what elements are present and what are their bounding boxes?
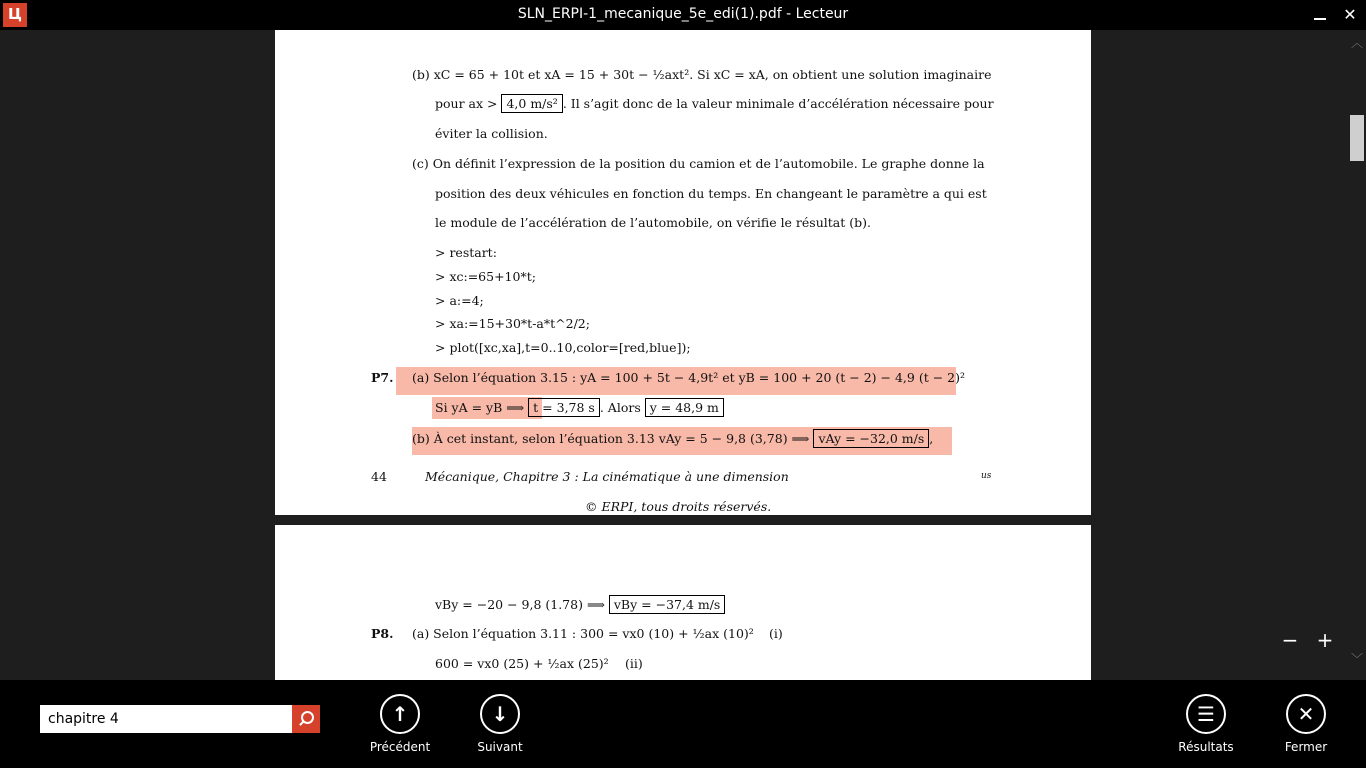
p8-a-line: (a) Selon l’équation 3.11 : 300 = vx0 (10) + ½ax (10)² bbox=[412, 626, 754, 641]
scroll-thumb[interactable] bbox=[1350, 115, 1364, 161]
previous-label: Précédent bbox=[369, 740, 431, 754]
zoom-in-button[interactable]: + bbox=[1316, 628, 1334, 652]
p6-b-text: pour ax > bbox=[435, 96, 498, 111]
copyright-notice: © ERPI, tous droits réservés. bbox=[585, 499, 772, 514]
problem-label: P7. bbox=[371, 370, 394, 385]
arrow-down-icon: ↓ bbox=[480, 694, 520, 734]
p7-b-end: , bbox=[929, 431, 934, 446]
vby-text: vBy = −20 − 9,8 (1.78) ⟹ bbox=[435, 597, 605, 612]
document-viewer[interactable] bbox=[0, 30, 1366, 680]
p8-ii-line: 600 = vx0 (25) + ½ax (25)² bbox=[435, 656, 609, 671]
equation-number: (ii) bbox=[625, 656, 643, 671]
search-icon[interactable] bbox=[292, 705, 320, 733]
bottom-app-bar bbox=[0, 680, 1366, 768]
code-line: > a:=4; bbox=[435, 293, 484, 308]
p7-a-line: (a) Selon l’équation 3.15 : yA = 100 + 5t − 4,9t² et yB = 100 + 20 (t − 2) − 4,9 (t − 2)² bbox=[412, 370, 965, 385]
p6-c-line-1: (c) On définit l’expression de la position du camion et de l’automobile. Le graphe donne la bbox=[412, 156, 985, 171]
code-line: > xa:=15+30*t-a*t^2/2; bbox=[435, 316, 590, 331]
close-window-button[interactable]: ✕ bbox=[1343, 5, 1357, 24]
code-line: > xc:=65+10*t; bbox=[435, 269, 536, 284]
vertical-scrollbar[interactable] bbox=[1348, 30, 1366, 680]
p6-b-line-3: éviter la collision. bbox=[435, 126, 548, 141]
code-line: > plot([xc,xa],t=0..10,color=[red,blue]); bbox=[435, 340, 691, 355]
minimize-button[interactable] bbox=[1308, 3, 1332, 27]
answer-box: vAy = −32,0 m/s bbox=[813, 429, 929, 448]
answer-box: t = 3,78 s bbox=[528, 398, 600, 417]
window-title: SLN_ERPI-1_mecanique_5e_edi(1).pdf - Lecteur bbox=[517, 6, 849, 22]
arrow-up-icon: ↑ bbox=[380, 694, 420, 734]
footer-page-number: 44 bbox=[371, 469, 387, 484]
previous-button[interactable] bbox=[360, 694, 440, 758]
p6-b-line-2 bbox=[435, 96, 994, 111]
close-icon: ✕ bbox=[1286, 694, 1326, 734]
p7-si-text: Si yA = yB ⟹ bbox=[435, 400, 525, 415]
p7-a-result bbox=[435, 400, 724, 415]
p6-c-line-2: position des deux véhicules en fonction du temps. En changeant le paramètre a qui est bbox=[435, 186, 987, 201]
p6-b-text-end: . Il s’agit donc de la valeur minimale d’accélération nécessaire pour bbox=[562, 96, 994, 111]
scroll-down-icon[interactable]: ﹀ bbox=[1351, 652, 1364, 666]
next-button[interactable] bbox=[460, 694, 540, 758]
answer-box: vBy = −37,4 m/s bbox=[609, 595, 726, 614]
answer-box: 4,0 m/s² bbox=[501, 94, 562, 113]
close-button[interactable] bbox=[1266, 694, 1346, 758]
p7-alors-text: . Alors bbox=[599, 400, 641, 415]
answer-box: y = 48,9 m bbox=[645, 398, 724, 417]
results-label: Résultats bbox=[1178, 740, 1234, 754]
list-icon: ☰ bbox=[1186, 694, 1226, 734]
footer-title: Mécanique, Chapitre 3 : La cinématique à une dimension bbox=[425, 469, 789, 484]
title-bar bbox=[0, 0, 1366, 30]
p6-c-line-3: le module de l’accélération de l’automobile, on vérifie le résultat (b). bbox=[435, 215, 871, 230]
results-button[interactable] bbox=[1166, 694, 1246, 758]
next-label: Suivant bbox=[477, 740, 523, 754]
vby-line bbox=[435, 597, 725, 612]
p7-b-line bbox=[412, 431, 933, 446]
p6-b-line-1: (b) xC = 65 + 10t et xA = 15 + 30t − ½axt². Si xC = xA, on obtient une solution imaginaire bbox=[412, 67, 992, 82]
zoom-out-button[interactable]: − bbox=[1281, 628, 1299, 652]
pdf-page bbox=[275, 30, 1091, 515]
app-logo-glyph: Ц bbox=[8, 5, 22, 23]
p7-b-text: (b) À cet instant, selon l’équation 3.13 vAy = 5 − 9,8 (3,78) ⟹ bbox=[412, 431, 810, 446]
footer-mark: us bbox=[981, 471, 992, 481]
search-input[interactable] bbox=[40, 705, 292, 733]
equation-number: (i) bbox=[769, 626, 783, 641]
problem-label: P8. bbox=[371, 626, 394, 641]
code-line: > restart: bbox=[435, 245, 497, 260]
close-label: Fermer bbox=[1284, 740, 1328, 754]
scroll-up-icon[interactable]: ︿ bbox=[1351, 36, 1364, 50]
pdf-page bbox=[275, 525, 1091, 680]
